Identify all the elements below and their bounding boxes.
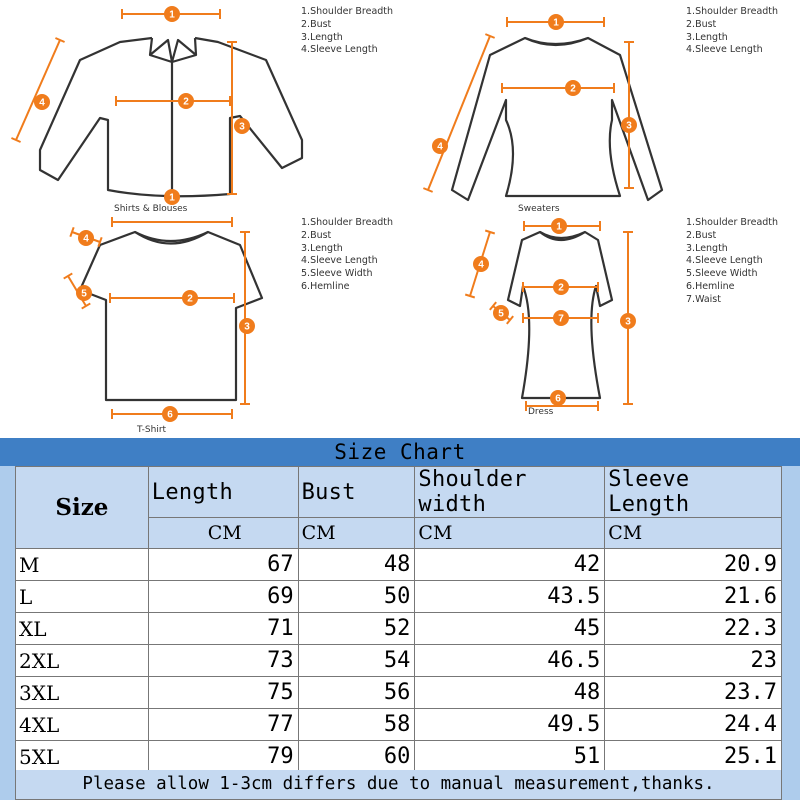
shoulder-width-value: 43.5 <box>415 581 605 613</box>
legend-item: 3.Length <box>301 242 343 254</box>
shirt-legend <box>301 6 393 57</box>
column-header-bust: Bust <box>298 467 415 518</box>
marker-2: 2 <box>183 96 189 108</box>
shoulder-width-value: 45 <box>415 613 605 645</box>
marker-1: 1 <box>169 9 175 21</box>
tshirt-outline <box>80 232 262 400</box>
legend-item: 3.Length <box>686 31 728 43</box>
marker-2: 2 <box>558 282 564 294</box>
size-label: 4XL <box>16 709 149 741</box>
table-row <box>16 709 782 741</box>
shoulder-width-value: 49.5 <box>415 709 605 741</box>
size-table <box>15 466 782 773</box>
sleeve-length-value: 21.6 <box>605 581 782 613</box>
unit-sleeve-length: CM <box>605 518 782 549</box>
shoulder-width-value: 46.5 <box>415 645 605 677</box>
tshirt-caption: T-Shirt <box>137 425 167 435</box>
bust-value: 48 <box>298 549 415 581</box>
bust-value: 54 <box>298 645 415 677</box>
legend-item: 1.Shoulder Breadth <box>301 217 394 228</box>
size-chart-frame <box>0 466 800 800</box>
tshirt-legend <box>301 217 393 294</box>
length-value: 67 <box>148 549 298 581</box>
legend-item: 2.Bust <box>686 229 717 241</box>
measurement-note: Please allow 1-3cm differs due to manual measurement,thanks. <box>15 770 782 800</box>
column-header-shoulder-width: Shoulder width <box>415 467 605 518</box>
shirt-outline <box>40 38 302 196</box>
legend-item: 4.Sleeve Length <box>686 44 763 56</box>
legend-item: 4.Sleeve Length <box>301 44 378 56</box>
table-row <box>16 677 782 709</box>
size-label: XL <box>16 613 149 645</box>
size-label: M <box>16 549 149 581</box>
table-row <box>16 645 782 677</box>
table-row <box>16 581 782 613</box>
length-value: 73 <box>148 645 298 677</box>
marker-6: 6 <box>167 409 173 421</box>
marker-1: 1 <box>556 221 562 233</box>
marker-4: 4 <box>437 141 443 153</box>
marker-3: 3 <box>626 120 632 132</box>
legend-item: 1.Shoulder Breadth <box>301 6 394 17</box>
size-column-header: Size <box>16 467 149 549</box>
sweater-caption: Sweaters <box>518 204 560 214</box>
marker-4: 4 <box>478 259 484 271</box>
dress-caption: Dress <box>528 407 554 417</box>
column-header-length: Length <box>148 467 298 518</box>
legend-item: 1.Shoulder Breadth <box>686 217 779 228</box>
legend-item: 3.Length <box>686 242 728 254</box>
table-header-row <box>16 467 782 518</box>
marker-1: 1 <box>169 192 175 204</box>
legend-item: 6.Hemline <box>686 280 735 292</box>
marker-6: 6 <box>555 393 561 405</box>
marker-7: 7 <box>558 313 564 325</box>
legend-item: 2.Bust <box>686 18 717 30</box>
legend-item: 1.Shoulder Breadth <box>686 6 779 17</box>
marker-5: 5 <box>498 308 504 320</box>
size-chart-title: Size Chart <box>0 438 800 466</box>
legend-item: 2.Bust <box>301 18 332 30</box>
sleeve-length-value: 22.3 <box>605 613 782 645</box>
bust-value: 58 <box>298 709 415 741</box>
marker-2: 2 <box>570 83 576 95</box>
bust-value: 60 <box>298 741 415 773</box>
table-row <box>16 549 782 581</box>
length-value: 79 <box>148 741 298 773</box>
length-value: 75 <box>148 677 298 709</box>
bust-value: 52 <box>298 613 415 645</box>
size-label: 3XL <box>16 677 149 709</box>
sleeve-length-value: 24.4 <box>605 709 782 741</box>
unit-bust: CM <box>298 518 415 549</box>
marker-3: 3 <box>239 121 245 133</box>
marker-3: 3 <box>625 316 631 328</box>
legend-item: 5.Sleeve Width <box>686 268 758 280</box>
shoulder-width-value: 51 <box>415 741 605 773</box>
shirt-caption: Shirts & Blouses <box>114 204 188 214</box>
unit-shoulder-width: CM <box>415 518 605 549</box>
table-row <box>16 741 782 773</box>
marker-3: 3 <box>244 321 250 333</box>
sweater-legend <box>686 6 778 57</box>
length-value: 71 <box>148 613 298 645</box>
size-label: 2XL <box>16 645 149 677</box>
legend-item: 6.Hemline <box>301 280 350 292</box>
column-header-sleeve-length: Sleeve Length <box>605 467 782 518</box>
dress-legend <box>686 217 778 307</box>
unit-length: CM <box>148 518 298 549</box>
table-row <box>16 613 782 645</box>
size-label: 5XL <box>16 741 149 773</box>
sleeve-length-value: 25.1 <box>605 741 782 773</box>
marker-badges <box>34 6 637 422</box>
measure-lines <box>16 14 629 414</box>
legend-item: 4.Sleeve Length <box>686 255 763 267</box>
length-value: 77 <box>148 709 298 741</box>
sleeve-length-value: 23 <box>605 645 782 677</box>
marker-4: 4 <box>39 97 45 109</box>
marker-5: 5 <box>81 288 87 300</box>
legend-item: 4.Sleeve Length <box>301 255 378 267</box>
length-value: 69 <box>148 581 298 613</box>
legend-item: 2.Bust <box>301 229 332 241</box>
sleeve-length-value: 23.7 <box>605 677 782 709</box>
shoulder-width-value: 42 <box>415 549 605 581</box>
bust-value: 50 <box>298 581 415 613</box>
marker-1: 1 <box>553 17 559 29</box>
sleeve-length-value: 20.9 <box>605 549 782 581</box>
legend-item: 7.Waist <box>686 293 721 305</box>
legend-item: 5.Sleeve Width <box>301 268 373 280</box>
legend-item: 3.Length <box>301 31 343 43</box>
bust-value: 56 <box>298 677 415 709</box>
size-label: L <box>16 581 149 613</box>
marker-2: 2 <box>187 293 193 305</box>
shoulder-width-value: 48 <box>415 677 605 709</box>
marker-4: 4 <box>83 233 89 245</box>
